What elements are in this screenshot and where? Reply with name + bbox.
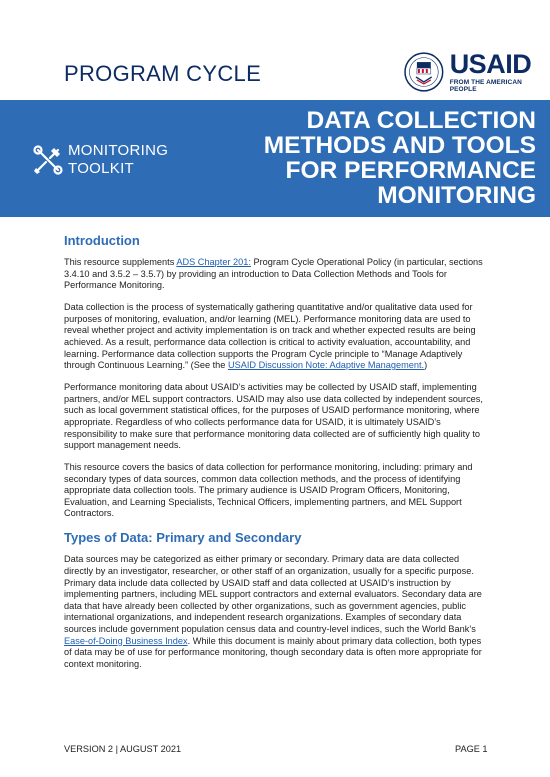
document-title-line-1: DATA COLLECTION — [306, 107, 536, 134]
intro-paragraph-3: Performance monitoring data about USAID’s activities may be collected by USAID staff, implementing partners, and/or MEL support contractors. USAID may also use data collected by independent sources, such as local government statistical offices, for the purposes of USAID performance monitoring, where appropriate. Regardless of who collects performance data for USAID, it is ultimately USAID’s responsibility to make sure that performance monitoring data collected are of sufficiently high quality to support management needs. — [64, 382, 483, 451]
introduction-heading: Introduction — [64, 233, 140, 248]
toolkit-line-1: MONITORING — [68, 142, 169, 159]
logo-wordmark: USAID — [449, 49, 532, 79]
header-title: PROGRAM CYCLE — [64, 61, 262, 86]
intro-paragraph-2-text-end: ) — [424, 360, 428, 371]
footer-version: VERSION 2 | AUGUST 2021 — [64, 744, 182, 754]
toolkit-label — [32, 142, 168, 178]
document-title-line-3: FOR PERFORMANCE — [285, 157, 536, 184]
ads-chapter-201-link[interactable]: ADS Chapter 201: — [176, 257, 251, 267]
logo-tagline: FROM THE AMERICAN PEOPLE — [449, 79, 522, 93]
types-paragraph-text: Data sources may be categorized as either primary or secondary. Primary data are data collected directly by an investigator, researcher, or other staff of an organization, usually for a specific purpose. Primary data include data collected by USAID staff and data collected at USAID’s instruction by implementing partners, including MEL support contractors and external evaluators. Secondary data are data that have already been collected by other organizations, such as government agencies, public international organizations, and independent research organizations. Examples of secondary data sources include government population census data and country-level indices, such the World Bank’s — [64, 554, 482, 634]
toolkit-line-2: TOOLKIT — [68, 160, 135, 177]
ease-of-doing-business-link[interactable]: Ease-of-Doing Business Index — [64, 635, 188, 646]
usaid-seal-icon — [404, 52, 444, 92]
title-banner — [0, 100, 550, 217]
intro-paragraph-1 — [64, 257, 490, 292]
tools-icon — [32, 144, 64, 176]
intro-paragraph-4: This resource covers the basics of data collection for performance monitoring, including: primary and secondary types of data sources, common data collection methods, and the process of identifying appropriate data collection tools. The primary audience is USAID Program Officers, Monitoring, Evaluation, and Learning Specialists, Technical Officers, implementing partners, and MEL Support Contractors. — [64, 462, 473, 519]
types-paragraph — [64, 554, 490, 670]
intro-paragraph-2-text: Data collection is the process of systematically gathering quantitative and/or qualitative data used for purposes of monitoring, evaluation, and/or learning (MEL). Performance monitoring data are used to reveal whether project and activity implementation is on track and whether expected results are being achieved. As a result, performance data collection is critical to activity evaluation, accountability, and learning. Performance data collection supports the Program Cycle principle to “Manage Adaptively through Continuous Learning.” (See the — [64, 302, 476, 371]
types-of-data-heading: Types of Data: Primary and Secondary — [64, 530, 302, 546]
adaptive-management-link[interactable]: USAID Discussion Note: Adaptive Management. — [227, 360, 425, 371]
usaid-logo — [404, 51, 550, 93]
intro-paragraph-1-text: This resource supplements — [64, 257, 177, 267]
document-title-line-2: METHODS AND TOOLS — [263, 132, 536, 159]
intro-paragraph-1-text-end: Program Cycle Operational Policy (in particular, sections 3.4.10 and 3.5.2 – 3.5.7) by providing an introduction to Data Collection Methods and Tools for Performance Monitoring. — [64, 257, 483, 291]
document-title — [216, 108, 536, 208]
intro-paragraph-2 — [64, 302, 490, 372]
types-paragraph-text-end: . While this document is mainly about primary data collection, both types of data may be of use for performance monitoring, though secondary data is often more appropriate for context monitoring. — [64, 635, 482, 669]
footer-page-number: PAGE 1 — [455, 744, 488, 754]
main-content — [64, 233, 490, 681]
document-title-line-4: MONITORING — [377, 182, 536, 209]
